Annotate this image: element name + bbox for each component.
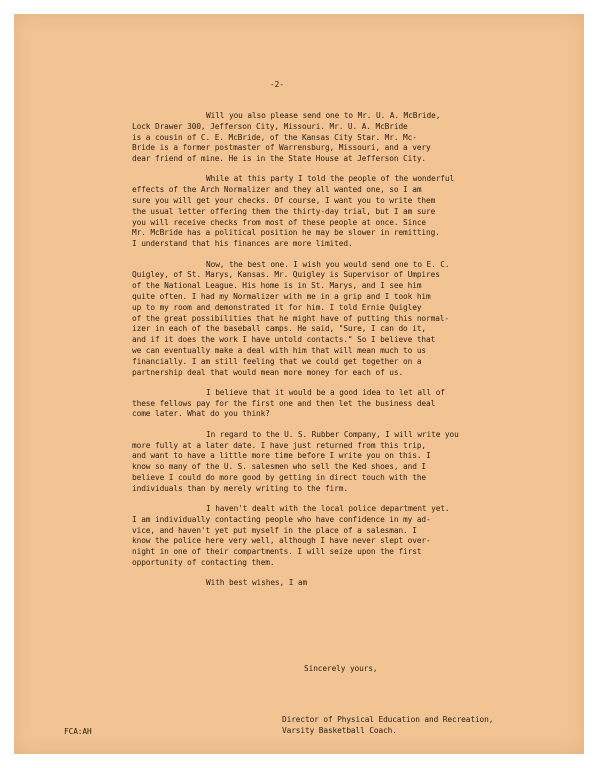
paragraph-line: dear friend of mine. He is in the State House at Jefferson City.: [132, 154, 427, 164]
paragraph-line: believe I could do more good by getting in direct touch with the: [132, 472, 427, 482]
paragraph-line: know the police here very well, although I have never slept over-: [132, 536, 431, 546]
paragraph-line: While at this party I told the people of the wonderful: [206, 174, 455, 184]
paragraph-line: Now, the best one. I wish you would send one to E. C.: [206, 259, 450, 269]
paragraph-line: vice, and haven't yet put myself in the place of a salesman. I: [132, 525, 417, 535]
paragraph-quigley: [132, 260, 552, 379]
signature-title-line: Varsity Basketball Coach.: [282, 725, 397, 735]
letter-sheet: [14, 14, 584, 754]
paragraph-line: these fellows pay for the first one and then let the business deal: [132, 398, 436, 408]
paragraph-line: Will you also please send one to Mr. U. A. McBride,: [206, 111, 441, 120]
paragraph-line: I understand that his finances are more limited.: [132, 239, 353, 249]
letter-document: [14, 14, 584, 754]
paragraph-line: financially. I am still feeling that we could get together on a: [132, 356, 422, 366]
letter-body: [132, 111, 552, 599]
paragraph-mcbride: [132, 111, 552, 165]
paragraph-line: individuals than by merely writing to the firm.: [132, 483, 348, 493]
typist-initials: FCA:AH: [64, 727, 92, 736]
paragraph-line: I am individually contacting people who have confidence in my ad-: [132, 514, 431, 524]
paragraph-line: of the great possibilities that he might have of putting this normal-: [132, 313, 449, 323]
paragraph-line: With best wishes, I am: [206, 578, 308, 588]
paragraph-line: Quigley, of St. Marys, Kansas. Mr. Quigley is Supervisor of Umpires: [132, 270, 440, 280]
paragraph-line: partnership deal that would mean more money for each of us.: [132, 367, 404, 377]
paragraph-line: night in one of their compartments. I will seize upon the first: [132, 547, 422, 557]
paragraph-line: Bride is a former postmaster of Warrensburg, Missouri, and a very: [132, 143, 431, 153]
closing: Sincerely yours,: [304, 664, 378, 673]
page-number: -2-: [270, 80, 284, 89]
paragraph-best-wishes: [132, 578, 552, 589]
paragraph-line: is a cousin of C. E. McBride, of the Kansas City Star. Mr. Mc-: [132, 132, 417, 142]
paragraph-line: I haven't dealt with the local police department yet.: [206, 504, 450, 513]
paragraph-line: know so many of the U. S. salesmen who sell the Ked shoes, and I: [132, 462, 427, 472]
paragraph-line: quite often. I had my Normalizer with me in a grip and I took him: [132, 291, 431, 301]
paragraph-line: Mr. McBride has a political position he may be slower in remitting.: [132, 228, 440, 238]
signature-title-line: Director of Physical Education and Recreation,: [282, 715, 494, 724]
paragraph-line: effects of the Arch Normalizer and they all wanted one, so I am: [132, 185, 422, 195]
paragraph-line: sure you will get your checks. Of course, I want you to write them: [132, 196, 436, 206]
signature-block: [282, 715, 493, 737]
paragraph-line: I believe that it would be a good idea to let all of: [206, 387, 445, 397]
paragraph-line: the usual letter offering them the thirty-day trial, but I am sure: [132, 206, 436, 216]
paragraph-line: we can eventually make a deal with him that will mean much to us: [132, 345, 427, 355]
paragraph-line: Lock Drawer 300, Jefferson City, Missouri. Mr. U. A. McBride: [132, 121, 408, 131]
paragraph-line: you will receive checks from most of these people at once. Since: [132, 217, 427, 227]
paragraph-line: and if it does the work I have untold contacts." So I believe that: [132, 335, 436, 345]
paragraph-party: [132, 174, 552, 250]
paragraph-payment: [132, 388, 552, 420]
paragraph-line: come later. What do you think?: [132, 409, 270, 419]
paragraph-line: In regard to the U. S. Rubber Company, I will write you: [206, 429, 459, 439]
paragraph-line: and want to have a little more time before I write you on this. I: [132, 451, 431, 461]
paragraph-line: more fully at a later date. I have just returned from this trip,: [132, 440, 427, 450]
paragraph-rubber-company: [132, 430, 552, 495]
paragraph-line: izer in each of the baseball camps. He said, "Sure, I can do it,: [132, 324, 427, 334]
paragraph-line: up to my room and demonstrated it for him. I told Ernie Quigley: [132, 302, 422, 312]
paragraph-line: opportunity of contacting them.: [132, 557, 275, 567]
paragraph-police: [132, 504, 552, 569]
paragraph-line: of the National League. His home is in St. Marys, and I see him: [132, 281, 422, 291]
